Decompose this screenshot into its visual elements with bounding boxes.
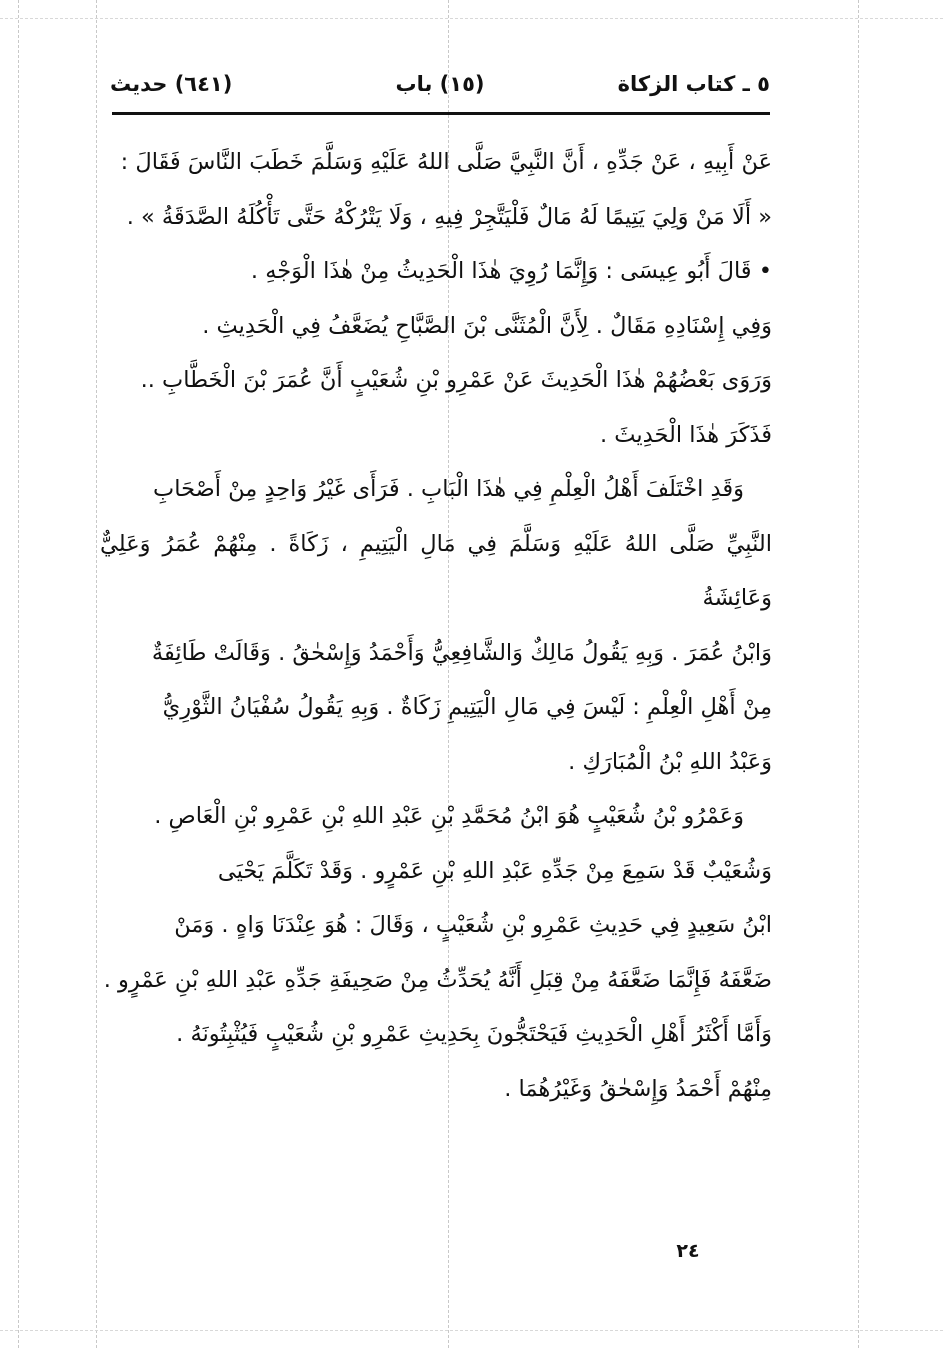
hadith-number: (٦٤١) حديث [110,72,233,96]
text-line: النَّبِيِّ صَلَّى اللهُ عَلَيْهِ وَسَلَّمَ فِي مَالِ الْيَتِيمِ ، زَكَاةً . مِنْهُمْ عُمَرُ وَعَلِيٌّ وَعَائِشَةُ [100,530,772,611]
chapter-title: ٥ ـ كتاب الزكاة [617,72,770,96]
text-line: • قَالَ أَبُو عِيسَى : وَإِنَّمَا رُوِيَ هٰذَا الْحَدِيثُ مِنْ هٰذَا الْوَجْهِ . [250,258,772,284]
text-line: وَعَبْدُ اللهِ بْنُ الْمُبَارَكِ . [568,748,772,775]
text-line: فَذَكَرَ هٰذَا الْحَدِيثَ . [599,421,772,448]
text-line: وَعَمْرُو بْنُ شُعَيْبٍ هُوَ ابْنُ مُحَمَّدِ بْنِ عَبْدِ اللهِ بْنِ عَمْرِو بْنِ الْعَاصِ . [154,803,744,829]
hadith-text [100,135,772,1116]
text-line: ضَعَّفَهُ فَإِنَّمَا ضَعَّفَهُ مِنْ قِبَلِ أَنَّهُ يُحَدِّثُ مِنْ صَحِيفَةِ جَدِّهِ عَبْدِ اللهِ بْنِ عَمْرٍو . [103,966,772,993]
text-line: ابْنُ سَعِيدٍ فِي حَدِيثِ عَمْرِو بْنِ شُعَيْبٍ ، وَقَالَ : هُوَ عِنْدَنَا وَاهٍ . وَمَنْ [174,912,772,938]
text-line: مِنْ أَهْلِ الْعِلْمِ : لَيْسَ فِي مَالِ الْيَتِيمِ زَكَاةٌ . وَبِهِ يَقُولُ سُفْيَانُ الثَّوْرِيُّ [162,694,772,720]
page-number: ٢٤ [676,1240,700,1262]
text-line: وَشُعَيْبٌ قَدْ سَمِعَ مِنْ جَدِّهِ عَبْدِ اللهِ بْنِ عَمْرٍو . وَقَدْ تَكَلَّمَ يَحْيَى [217,857,772,884]
text-line: وَقَدِ اخْتَلَفَ أَهْلُ الْعِلْمِ فِي هٰذَا الْبَابِ . فَرَأَى غَيْرُ وَاحِدٍ مِنْ أَصْحَابِ [153,476,744,502]
text-line: عَنْ أَبِيهِ ، عَنْ جَدِّهِ ، أَنَّ النَّبِيَّ صَلَّى اللهُ عَلَيْهِ وَسَلَّمَ خَطَبَ النَّاسَ فَقَالَ : [120,149,772,175]
text-line: وَأَمَّا أَكْثَرُ أَهْلِ الْحَدِيثِ فَيَحْتَجُّونَ بِحَدِيثِ عَمْرِو بْنِ شُعَيْبٍ فَيُثْبِتُونَهُ . [176,1021,772,1047]
bab-number: (١٥) باب [395,72,485,96]
text-line: مِنْهُمْ أَحْمَدُ وَإِسْحٰقُ وَغَيْرُهُمَا . [504,1075,772,1102]
header-rule [112,112,770,115]
text-line: وَابْنُ عُمَرَ . وَبِهِ يَقُولُ مَالِكٌ وَالشَّافِعِيُّ وَأَحْمَدُ وَإِسْحٰقُ . وَقَالَتْ طَائِفَةٌ [151,639,772,666]
page-header [110,66,770,106]
text-line: وَفِي إِسْنَادِهِ مَقَالٌ . لِأَنَّ الْمُثَنَّى بْنَ الصَّبَّاحِ يُضَعَّفُ فِي الْحَدِيثِ . [202,312,772,339]
text-line: « أَلَا مَنْ وَلِيَ يَتِيمًا لَهُ مَالٌ فَلْيَتَّجِرْ فِيهِ ، وَلَا يَتْرُكْهُ حَتَّى تَأْكُلَهُ الصَّدَقَةُ » . [126,203,772,230]
text-line: وَرَوَى بَعْضُهُمْ هٰذَا الْحَدِيثَ عَنْ عَمْرِو بْنِ شُعَيْبٍ أَنَّ عُمَرَ بْنَ الْخَطَّابِ .. [140,367,772,393]
